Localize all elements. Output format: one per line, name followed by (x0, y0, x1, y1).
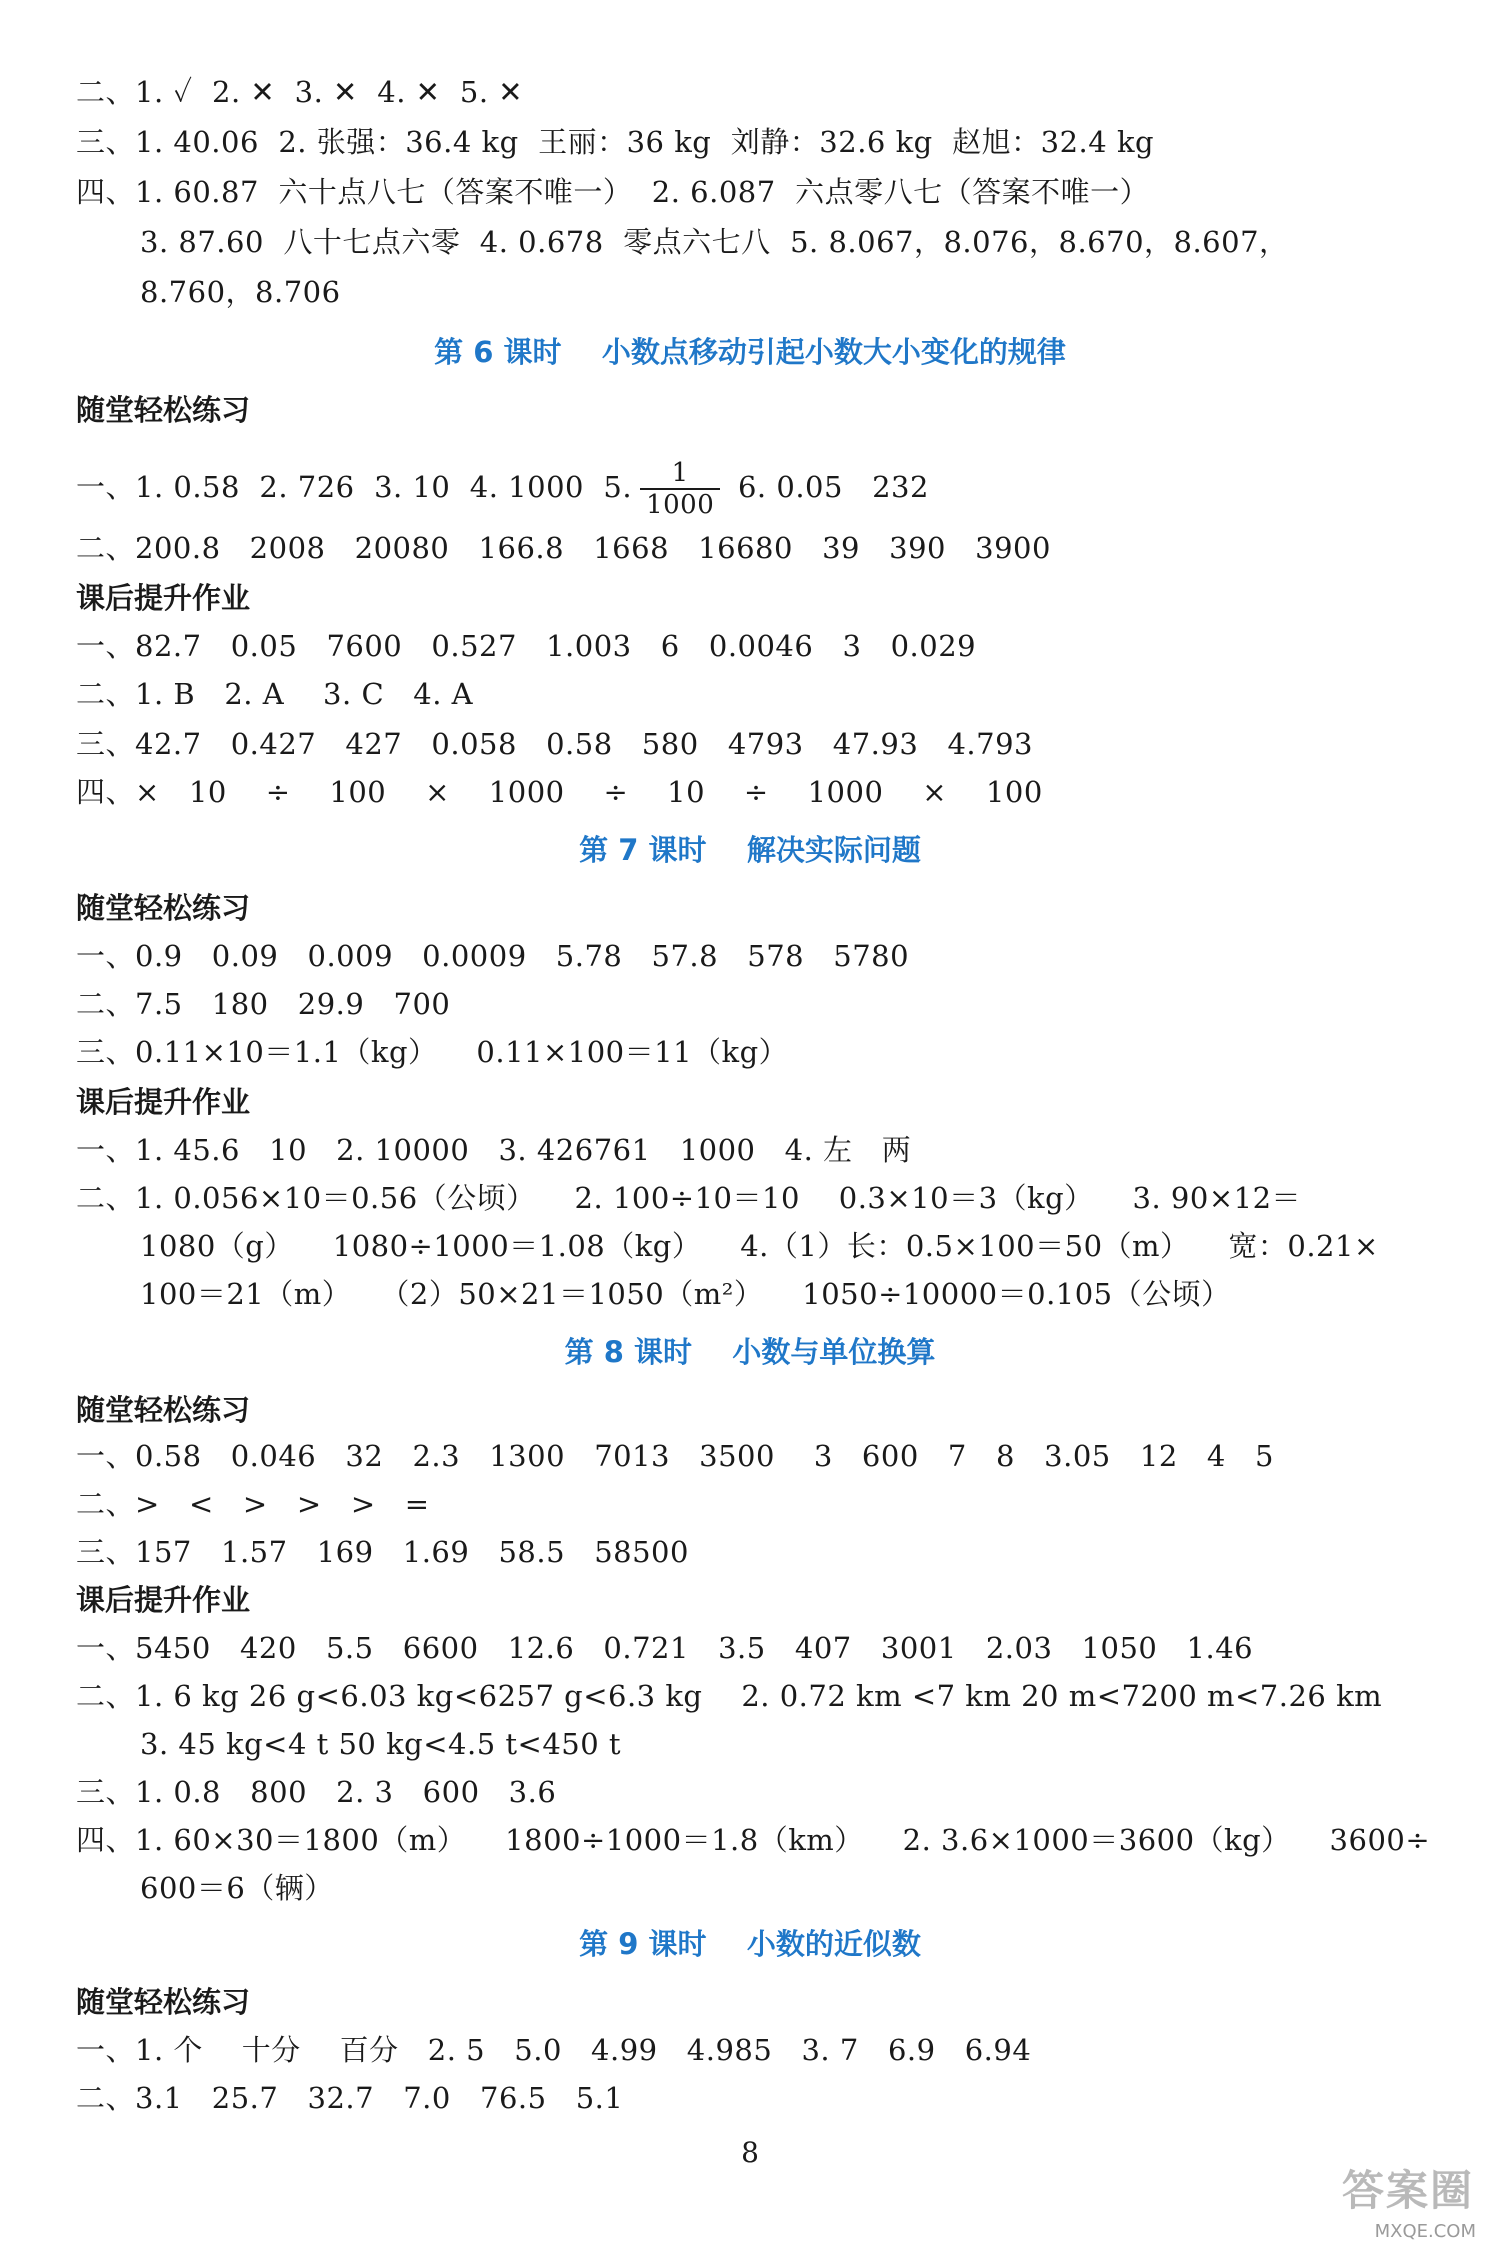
fraction-numerator: 1 (671, 458, 689, 488)
section-heading: 课后提升作业 (76, 581, 251, 615)
answer-line: 一、0.9 0.09 0.009 0.0009 5.78 57.8 578 5780 (76, 939, 910, 973)
answer-line: 一、1. 45.6 10 2. 10000 3. 426761 1000 4. 左 两 (76, 1133, 912, 1167)
answer-line: 三、157 1.57 169 1.69 58.5 58500 (76, 1535, 689, 1569)
answer-line: 二、1. 0.056×10＝0.56（公顷） 2. 100÷10＝10 0.3×10＝3（kg） 3. 90×12＝ (76, 1181, 1302, 1215)
section-heading: 课后提升作业 (76, 1085, 251, 1119)
answer-line (76, 458, 1440, 520)
fraction-denominator: 1000 (640, 488, 720, 520)
answer-line: 三、42.7 0.427 427 0.058 0.58 580 4793 47.93 4.793 (76, 727, 1033, 761)
lesson-title: 第 9 课时 小数的近似数 (579, 1927, 921, 1961)
answer-line: 100＝21（m） （2）50×21＝1050（m²） 1050÷10000＝0.105（公顷） (140, 1277, 1231, 1311)
answer-line: 三、1. 0.8 800 2. 3 600 3.6 (76, 1775, 557, 1809)
fraction (640, 458, 720, 520)
section-heading: 随堂轻松练习 (76, 393, 251, 427)
answer-line: 二、> < > > > = (76, 1487, 430, 1521)
section-heading: 随堂轻松练习 (76, 1985, 251, 2019)
answer-line: 3. 87.60 八十七点六零 4. 0.678 零点六七八 5. 8.067，8.076，8.670，8.607， (140, 225, 1289, 259)
answer-line: 一、82.7 0.05 7600 0.527 1.003 6 0.0046 3 0.029 (76, 629, 977, 663)
section-heading: 随堂轻松练习 (76, 891, 251, 925)
watermark-logo (1332, 2156, 1482, 2248)
answer-line: 三、0.11×10＝1.1（kg） 0.11×100＝11（kg） (76, 1035, 789, 1069)
answer-line: 四、1. 60.87 六十点八七（答案不唯一） 2. 6.087 六点零八七（答案不唯一） (76, 175, 1150, 209)
answer-text: 一、1. 0.58 2. 726 3. 10 4. 1000 5. (76, 470, 633, 504)
watermark-url: MXQE.COM (1374, 2221, 1476, 2242)
answer-line: 二、3.1 25.7 32.7 7.0 76.5 5.1 (76, 2081, 624, 2115)
section-heading: 随堂轻松练习 (76, 1393, 251, 1427)
answer-text: 6. 0.05 232 (728, 470, 929, 504)
answer-line: 8.760，8.706 (140, 275, 341, 309)
answer-line: 3. 45 kg<4 t 50 kg<4.5 t<450 t (140, 1727, 622, 1761)
answer-line: 二、1. ✓ 2. ✕ 3. ✕ 4. ✕ 5. ✕ (76, 75, 524, 109)
answer-line: 一、0.58 0.046 32 2.3 1300 7013 3500 3 600 7 8 3.05 12 4 5 (76, 1439, 1274, 1473)
answer-line: 二、200.8 2008 20080 166.8 1668 16680 39 390 3900 (76, 531, 1051, 565)
answer-line: 四、1. 60×30＝1800（m） 1800÷1000＝1.8（km） 2. 3.6×1000＝3600（kg） 3600÷ (76, 1823, 1431, 1857)
watermark-mark: 答案圈 (1341, 2166, 1474, 2215)
answer-line: 一、5450 420 5.5 6600 12.6 0.721 3.5 407 3001 2.03 1050 1.46 (76, 1631, 1254, 1665)
answer-line: 三、1. 40.06 2. 张强：36.4 kg 王丽：36 kg 刘静：32.6 kg 赵旭：32.4 kg (76, 125, 1155, 159)
lesson-title: 第 7 课时 解决实际问题 (579, 833, 921, 867)
section-heading: 课后提升作业 (76, 1583, 251, 1617)
answer-line: 600＝6（辆） (140, 1871, 334, 1905)
lesson-title: 第 6 课时 小数点移动引起小数大小变化的规律 (434, 335, 1066, 369)
lesson-title: 第 8 课时 小数与单位换算 (564, 1335, 936, 1369)
answer-line: 二、1. 6 kg 26 g<6.03 kg<6257 g<6.3 kg 2. 0.72 km <7 km 20 m<7200 m<7.26 km (76, 1679, 1383, 1713)
page-number: 8 (741, 2136, 759, 2169)
answer-line: 二、7.5 180 29.9 700 (76, 987, 451, 1021)
answer-line: 二、1. B 2. A 3. C 4. A (76, 677, 474, 711)
answer-line: 1080（g） 1080÷1000＝1.08（kg） 4.（1）长：0.5×100＝50（m） 宽：0.21× (140, 1229, 1379, 1263)
answer-line: 四、× 10 ÷ 100 × 1000 ÷ 10 ÷ 1000 × 100 (76, 775, 1043, 809)
answer-line: 一、1. 个 十分 百分 2. 5 5.0 4.99 4.985 3. 7 6.9 6.94 (76, 2033, 1032, 2067)
